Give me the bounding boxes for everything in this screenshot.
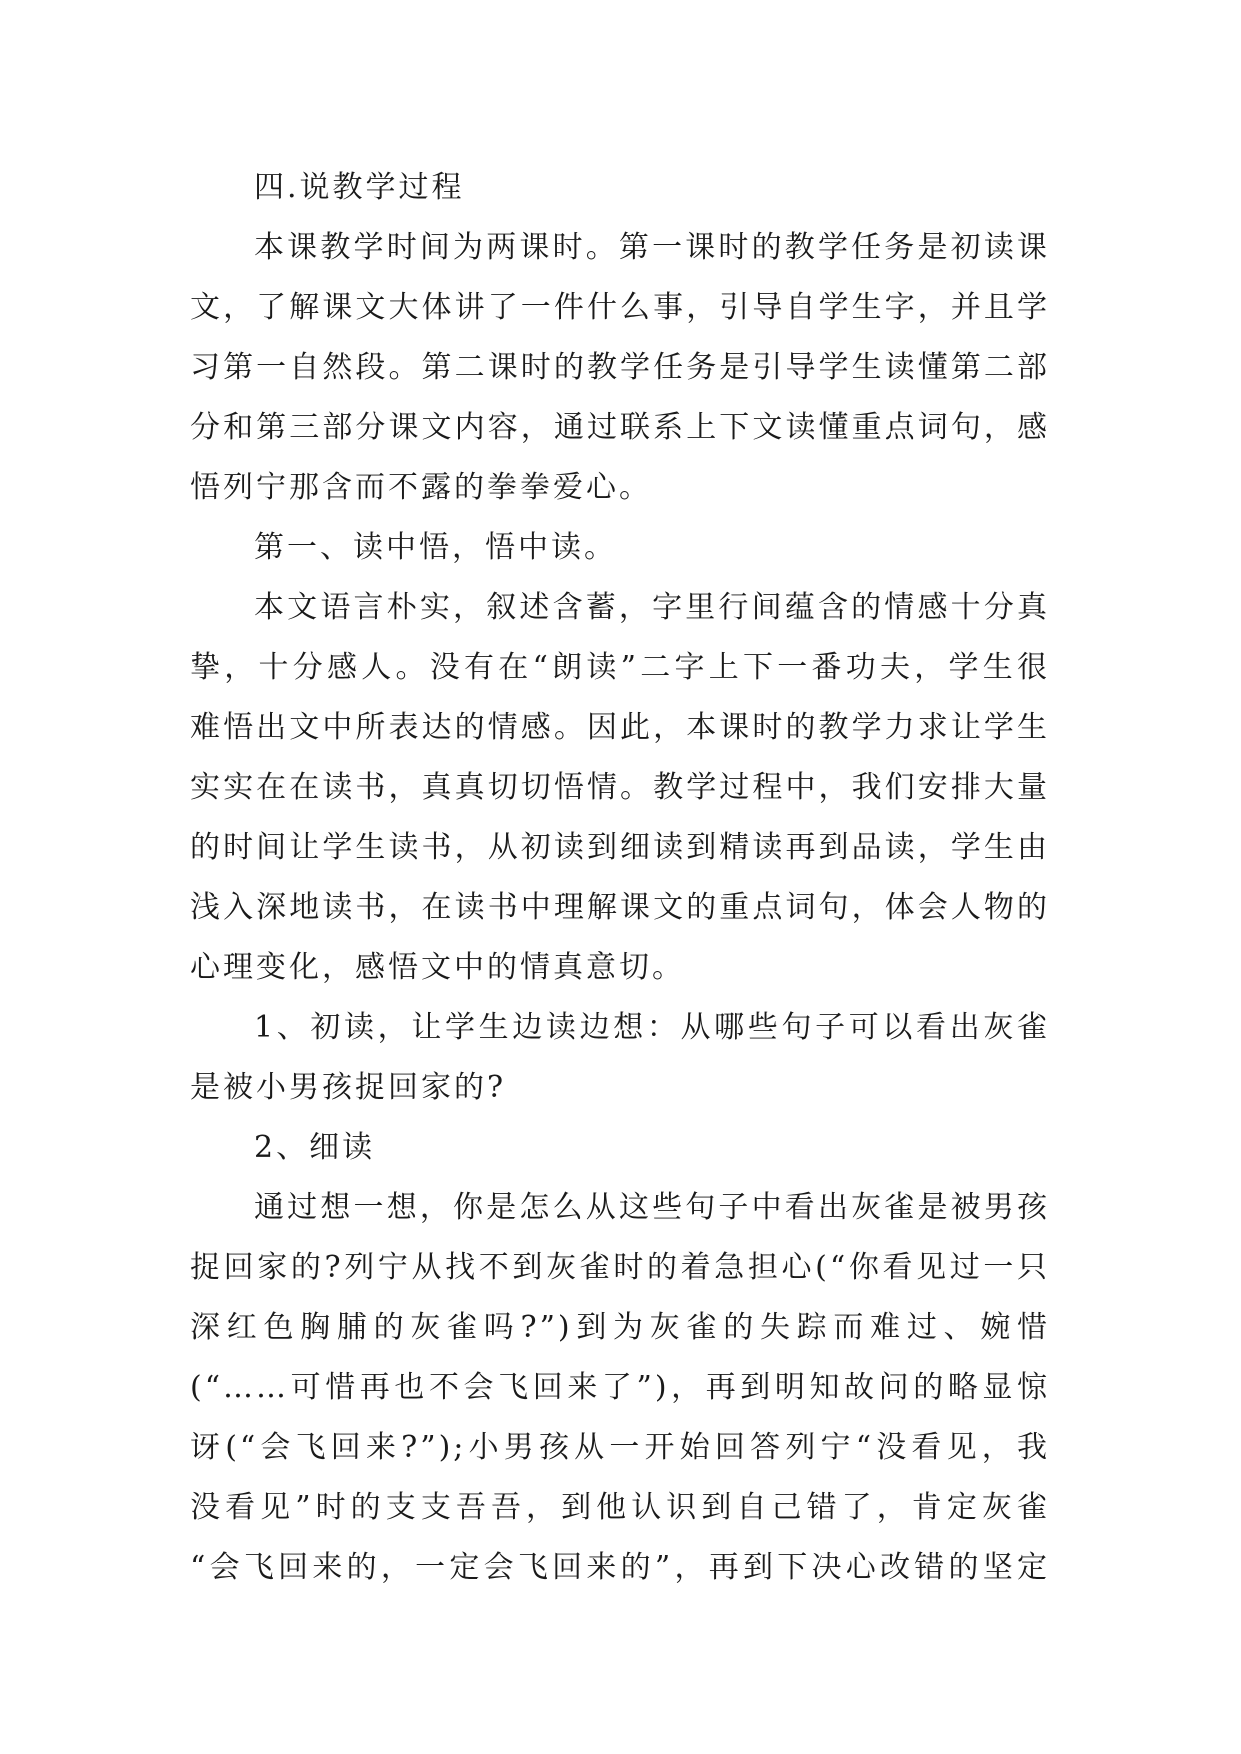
paragraph-detailed-reading bbox=[190, 1178, 1050, 1598]
text-line: 是被小男孩捉回家的? bbox=[190, 1070, 507, 1105]
item-detailed-reading bbox=[190, 1118, 1050, 1178]
text-line: 悟列宁那含而不露的拳拳爱心。 bbox=[190, 470, 652, 505]
text-line: (“……可惜再也不会飞回来了”)，再到明知故问的略显惊 bbox=[190, 1370, 1050, 1405]
text-line: 讶(“会飞回来?”);小男孩从一开始回答列宁“没看见，我 bbox=[190, 1430, 1050, 1465]
text-line: 难悟出文中所表达的情感。因此，本课时的教学力求让学生 bbox=[190, 710, 1050, 745]
paragraph-lesson-overview bbox=[190, 218, 1050, 518]
text-line: 的时间让学生读书，从初读到细读到精读再到品读，学生由 bbox=[190, 830, 1050, 865]
text-line: 挚，十分感人。没有在“朗读”二字上下一番功夫，学生很 bbox=[190, 650, 1050, 685]
text-line: 习第一自然段。第二课时的教学任务是引导学生读懂第二部 bbox=[190, 350, 1050, 385]
text-line: 1、初读，让学生边读边想：从哪些句子可以看出灰雀 bbox=[254, 1010, 1050, 1045]
section-heading bbox=[190, 158, 1050, 218]
item-text: 2、细读 bbox=[254, 1130, 376, 1165]
text-line: 文，了解课文大体讲了一件什么事，引导自学生字，并且学 bbox=[190, 290, 1050, 325]
text-line: 浅入深地读书，在读书中理解课文的重点词句，体会人物的 bbox=[190, 890, 1050, 925]
subheading-text: 第一、读中悟，悟中读。 bbox=[254, 530, 617, 565]
text-line: 捉回家的?列宁从找不到灰雀时的着急担心(“你看见过一只 bbox=[190, 1250, 1050, 1285]
text-line: 心理变化，感悟文中的情真意切。 bbox=[190, 950, 685, 985]
document-body bbox=[190, 158, 1050, 1598]
heading-text: 四.说教学过程 bbox=[254, 170, 465, 205]
text-line: 通过想一想，你是怎么从这些句子中看出灰雀是被男孩 bbox=[254, 1190, 1050, 1225]
text-line: 本课教学时间为两课时。第一课时的教学任务是初读课 bbox=[254, 230, 1050, 265]
text-line: “会飞回来的，一定会飞回来的”，再到下决心改错的坚定 bbox=[190, 1550, 1050, 1585]
text-line: 深红色胸脯的灰雀吗?”)到为灰雀的失踪而难过、婉惜 bbox=[190, 1310, 1050, 1345]
paragraph-first-reading bbox=[190, 998, 1050, 1118]
paragraph-reading-method bbox=[190, 578, 1050, 998]
text-line: 实实在在读书，真真切切悟情。教学过程中，我们安排大量 bbox=[190, 770, 1050, 805]
subheading-read-and-understand bbox=[190, 518, 1050, 578]
text-line: 分和第三部分课文内容，通过联系上下文读懂重点词句，感 bbox=[190, 410, 1050, 445]
text-line: 本文语言朴实，叙述含蓄，字里行间蕴含的情感十分真 bbox=[254, 590, 1050, 625]
text-line: 没看见”时的支支吾吾，到他认识到自己错了，肯定灰雀 bbox=[190, 1490, 1050, 1525]
